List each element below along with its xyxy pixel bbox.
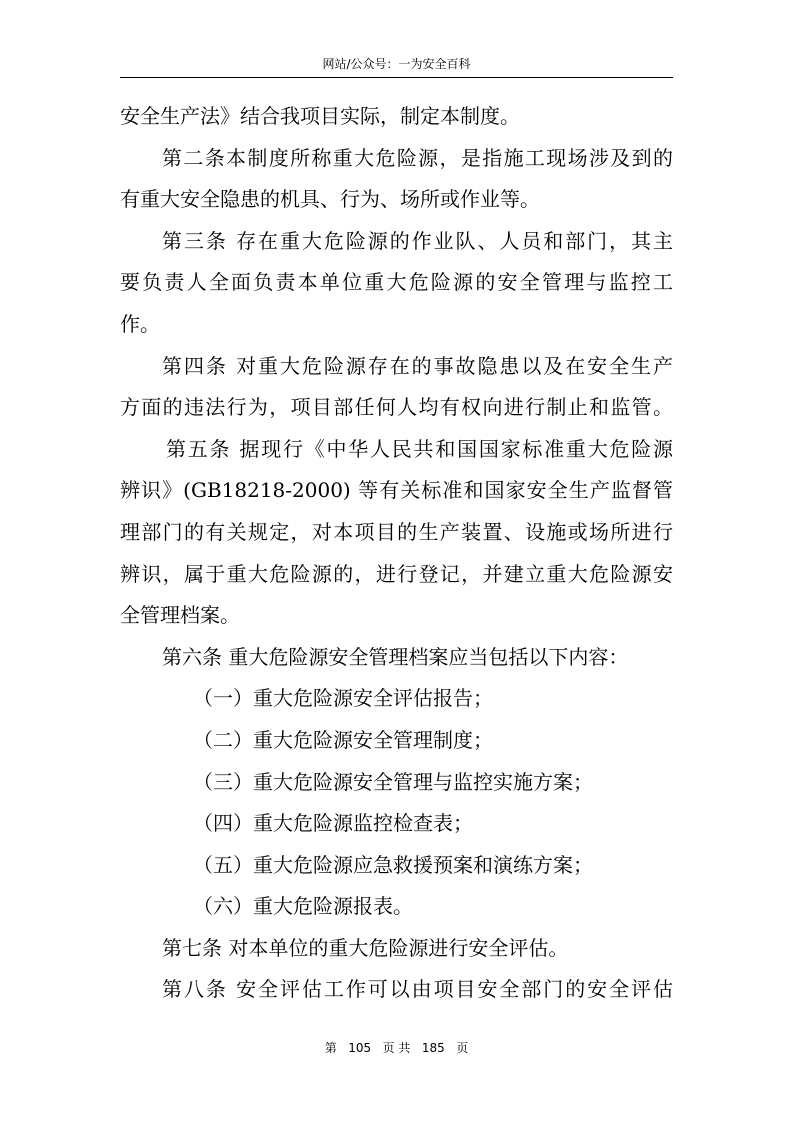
paragraph-line: 辨识，属于重大危险源的，进行登记，并建立重大危险源安	[120, 561, 673, 586]
footer-middle: 页 共	[382, 1041, 411, 1055]
paragraph-line: 第四条 对重大危险源存在的事故隐患以及在安全生产	[162, 353, 673, 378]
list-item: （五）重大危险源应急救援预案和演练方案；	[193, 852, 593, 877]
paragraph-line: 第八条 安全评估工作可以由项目安全部门的安全评估	[162, 977, 673, 1002]
list-item: （三）重大危险源安全管理与监控实施方案；	[193, 769, 593, 794]
paragraph-line: 有重大安全隐患的机具、行为、场所或作业等。	[120, 187, 540, 212]
footer-suffix: 页	[456, 1041, 469, 1055]
current-page-number: 105	[348, 1041, 372, 1055]
paragraph-line: 第五条 据现行《中华人民共和国国家标准重大危险源	[166, 436, 673, 461]
page-header	[0, 57, 793, 71]
document-body	[120, 96, 673, 1011]
paragraph-line: 要负责人全面负责本单位重大危险源的安全管理与监控工	[120, 270, 673, 295]
header-divider	[120, 77, 673, 78]
paragraph-line: 辨识》(GB18218-2000) 等有关标准和国家安全生产监督管	[120, 478, 673, 503]
total-page-count: 185	[421, 1041, 445, 1055]
paragraph-line: 第六条 重大危险源安全管理档案应当包括以下内容：	[162, 644, 629, 669]
list-item: （六）重大危险源报表。	[193, 894, 413, 919]
paragraph-line: 第三条 存在重大危险源的作业队、人员和部门，其主	[162, 228, 673, 253]
list-item: （一）重大危险源安全评估报告；	[193, 686, 493, 711]
list-item: （四）重大危险源监控检查表；	[193, 811, 473, 836]
page-footer	[0, 1041, 793, 1055]
footer-prefix: 第	[324, 1041, 337, 1055]
header-text: 网站/公众号：一为安全百科	[322, 57, 471, 71]
paragraph-line: 作。	[120, 311, 160, 336]
paragraph-line: 第七条 对本单位的重大危险源进行安全评估。	[162, 935, 569, 960]
paragraph-line: 全管理档案。	[120, 603, 240, 628]
paragraph-line: 理部门的有关规定，对本项目的生产装置、设施或场所进行	[120, 519, 673, 544]
paragraph-line: 方面的违法行为，项目部任何人均有权向进行制止和监管。	[120, 395, 673, 420]
list-item: （二）重大危险源安全管理制度；	[193, 727, 493, 752]
paragraph-line: 第二条本制度所称重大危险源，是指施工现场涉及到的	[162, 145, 673, 170]
paragraph-line: 安全生产法》结合我项目实际，制定本制度。	[120, 104, 520, 128]
